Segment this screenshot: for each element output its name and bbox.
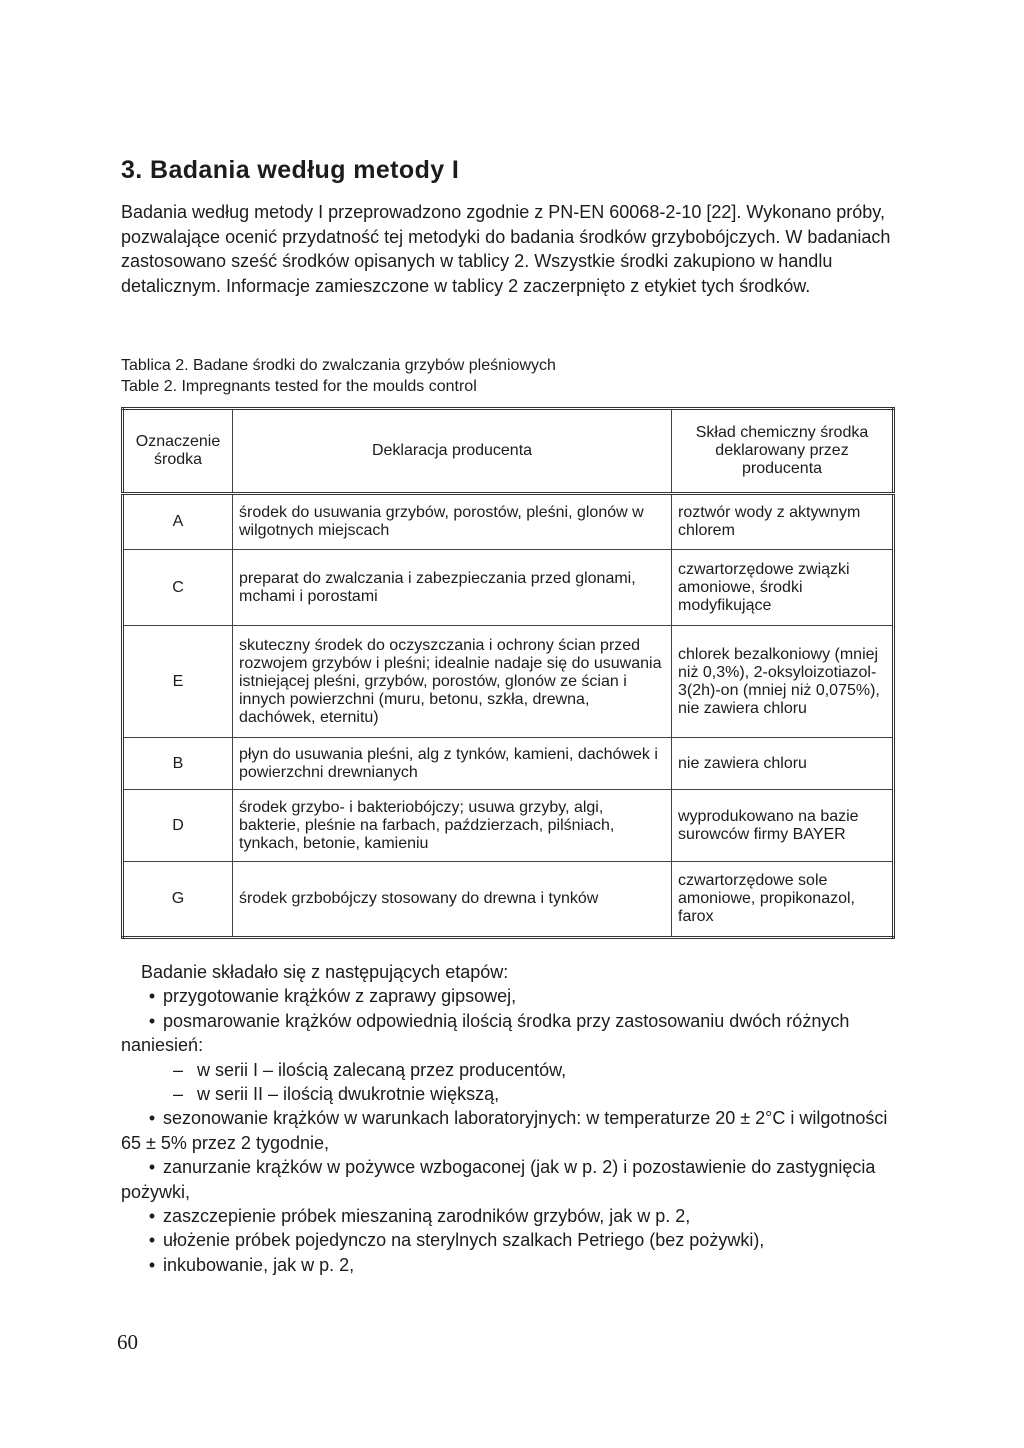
list-item (121, 1009, 911, 1058)
impregnants-table (121, 407, 895, 939)
list-item-text: przygotowanie krążków z zaprawy gipsowej, (163, 986, 517, 1007)
row-code: G (123, 862, 233, 938)
row-composition: czwartorzędowe związki amoniowe, środki modyfikujące (672, 550, 894, 626)
row-declaration: skuteczny środek do oczyszczania i ochrony ścian przed rozwojem grzybów i pleśni; idealnie nadaje się do usuwania istniejącej pleśni, grzybów, porostów, glonów ze ścian i innych powierzchni (muru, betonu, szkła, drewna, dachówek, eternitu) (233, 626, 672, 738)
list-item-text: w serii I – ilością zalecaną przez producentów, (197, 1059, 567, 1080)
header-declaration: Deklaracja producenta (233, 409, 672, 494)
steps-intro: Badanie składało się z następujących etapów: (141, 962, 509, 982)
bullet-icon: • (148, 1010, 156, 1031)
row-declaration: środek grzbobójczy stosowany do drewna i tynków (233, 862, 672, 938)
row-declaration: płyn do usuwania pleśni, alg z tynków, kamieni, dachówek i powierzchni drewnianych (233, 738, 672, 790)
bullet-icon: • (148, 1108, 156, 1129)
row-code: D (123, 790, 233, 862)
row-declaration: preparat do zwalczania i zabezpieczania przed glonami, mchami i porostami (233, 550, 672, 626)
row-declaration: środek do usuwania grzybów, porostów, pleśni, glonów w wilgotnych miejscach (233, 494, 672, 550)
row-composition: wyprodukowano na bazie surowców firmy BAYER (672, 790, 894, 862)
list-item-text: w serii II – ilością dwukrotnie większą, (197, 1084, 500, 1105)
header-code: Oznaczenie środka (123, 409, 233, 494)
steps-list (121, 960, 911, 1277)
page-number: 60 (117, 1330, 138, 1354)
row-composition: chlorek bezalkoniowy (mniej niż 0,3%), 2-oksyloizotiazol-3(2h)-on (mniej niż 0,075%), nie zawiera chloru (672, 626, 894, 738)
row-code: B (123, 738, 233, 790)
table-row (123, 738, 894, 790)
table-caption-pl: Tablica 2. Badane środki do zwalczania grzybów pleśniowych (121, 357, 556, 374)
row-declaration: środek grzybo- i bakteriobójczy; usuwa grzyby, algi, bakterie, pleśnie na farbach, paździerzach, pilśniach, tynkach, betonie, kamieniu (233, 790, 672, 862)
row-code: C (123, 550, 233, 626)
list-item (121, 1228, 911, 1252)
list-item (121, 1204, 911, 1228)
header-composition: Skład chemiczny środka deklarowany przez producenta (672, 409, 894, 494)
list-item (121, 1253, 911, 1277)
list-item (121, 1106, 911, 1155)
list-item-text: posmarowanie krążków odpowiednią ilością środka przy zastosowaniu dwóch różnych naniesień: (121, 1010, 850, 1056)
bullet-icon: • (148, 1206, 156, 1227)
bullet-icon: • (148, 1254, 156, 1275)
bullet-icon: • (148, 1230, 156, 1251)
bullet-icon: • (148, 1157, 156, 1178)
table-captions (121, 355, 556, 397)
bullet-icon: • (148, 986, 156, 1007)
list-item-text: ułożenie próbek pojedynczo na sterylnych szalkach Petriego (bez pożywki), (163, 1230, 765, 1251)
list-item-text: zaszczepienie próbek mieszaniną zarodników grzybów, jak w p. 2, (163, 1206, 691, 1227)
list-item-text: zanurzanie krążków w pożywce wzbogaconej (jak w p. 2) i pozostawienie do zastygnięcia pożywki, (121, 1157, 876, 1202)
table-row (123, 494, 894, 550)
table-caption-en: Table 2. Impregnants tested for the moulds control (121, 378, 477, 395)
table-row (123, 550, 894, 626)
list-subitem (121, 1082, 911, 1106)
table-row (123, 626, 894, 738)
table-row (123, 862, 894, 938)
row-code: E (123, 626, 233, 738)
row-composition: czwartorzędowe sole amoniowe, propikonazol, farox (672, 862, 894, 938)
row-code: A (123, 494, 233, 550)
dash-icon: – (173, 1059, 184, 1080)
intro-paragraph: Badania według metody I przeprowadzono zgodnie z PN-EN 60068-2-10 [22]. Wykonano próby, pozwalające ocenić przydatność tej metodyki do badania środków grzybobójczych. W badaniach zastosowano sześć środków opisanych w tablicy 2. Wszystkie środki zakupiono w handlu detalicznym. Informacje zamieszczone w tablicy 2 zaczerpnięto z etykiet tych środków. (121, 202, 891, 296)
dash-icon: – (173, 1084, 184, 1105)
row-composition: nie zawiera chloru (672, 738, 894, 790)
list-subitem (121, 1058, 911, 1082)
list-item-text: inkubowanie, jak w p. 2, (163, 1254, 355, 1275)
table-row (123, 790, 894, 862)
list-item-text: sezonowanie krążków w warunkach laboratoryjnych: w temperaturze 20 ± 2°C i wilgotności 65 ± 5% przez 2 tygodnie, (121, 1108, 888, 1153)
row-composition: roztwór wody z aktywnym chlorem (672, 494, 894, 550)
table-header-row (123, 409, 894, 494)
list-item (121, 984, 911, 1008)
list-item (121, 1155, 911, 1204)
section-heading: 3. Badania według metody I (121, 156, 460, 184)
